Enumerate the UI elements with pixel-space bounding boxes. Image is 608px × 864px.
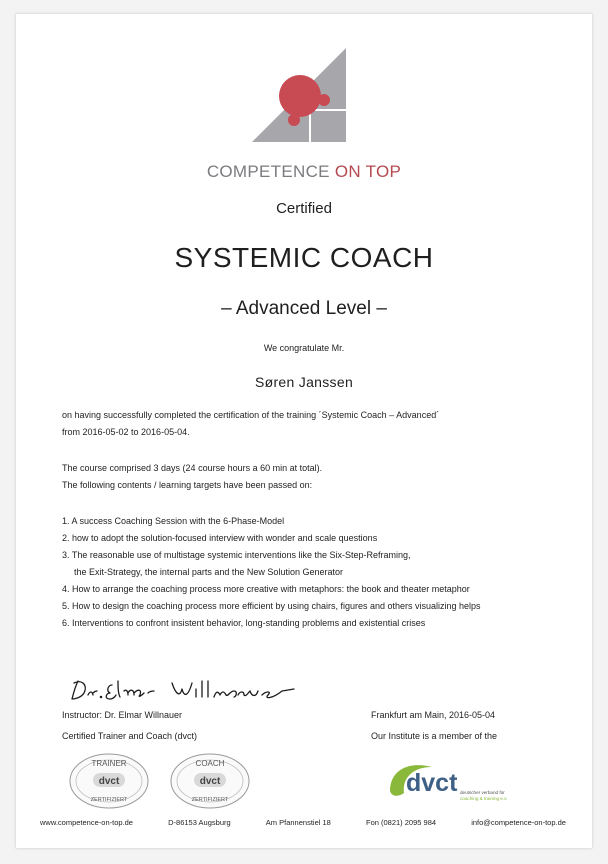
congratulation-text: We congratulate Mr.	[263, 343, 345, 353]
footer-city: D-86153 Augsburg	[168, 818, 231, 827]
completion-paragraph	[62, 407, 439, 441]
completion-line: on having successfully completed the certification of the training ´Systemic Coach – Advanced´	[62, 410, 440, 420]
list-item: 2. how to adopt the solution-focused interview with wonder and scale questions	[62, 533, 378, 543]
dvct-logo-icon	[386, 757, 536, 807]
footer-street: Am Pfannenstiel 18	[265, 818, 331, 827]
dvct-logo-name: dvct	[406, 769, 458, 797]
completion-dates: from 2016-05-02 to 2016-05-04.	[62, 427, 190, 437]
recipient-name: Søren Janssen	[254, 374, 354, 390]
list-item: 5. How to design the coaching process more efficient by using chairs, figures and others visualizing helps	[62, 601, 481, 611]
brand-name	[16, 162, 592, 182]
instructor-title: Certified Trainer and Coach (dvct)	[62, 731, 198, 741]
company-logo-icon	[250, 48, 350, 144]
course-intro: The following contents / learning targets have been passed on:	[62, 480, 313, 490]
list-item: the Exit-Strategy, the internal parts and the New Solution Generator	[74, 567, 343, 577]
certificate-page	[16, 14, 592, 848]
brand-name-part1: COMPETENCE	[206, 162, 335, 181]
dvct-logo-line1: deutscher verband für	[460, 790, 505, 795]
dvct-logo-line2: coaching & training e.v.	[460, 796, 508, 801]
seal-bottom-text: ZERTIFIZIERT	[191, 797, 229, 803]
trainer-seal-icon	[68, 752, 150, 810]
certified-label: Certified	[276, 200, 332, 217]
list-item: 3. The reasonable use of multistage systemic interventions like the Six-Step-Reframing,	[62, 550, 411, 560]
course-paragraph	[62, 460, 322, 494]
seal-center-text: dvct	[199, 776, 221, 787]
certificate-title: SYSTEMIC COACH	[174, 242, 434, 273]
course-duration: The course comprised 3 days (24 course hours a 60 min at total).	[62, 463, 323, 473]
footer-phone: Fon (0821) 2095 984	[365, 818, 437, 827]
footer-website: www.competence-on-top.de	[40, 818, 133, 827]
certificate-level: – Advanced Level –	[221, 298, 387, 319]
coach-seal-icon	[169, 752, 251, 810]
list-item: 4. How to arrange the coaching process more creative with metaphors: the book and theater metaphor	[62, 584, 470, 594]
seal-bottom-text: ZERTIFIZIERT	[90, 797, 128, 803]
footer-email: info@competence-on-top.de	[471, 818, 566, 827]
signature-icon	[68, 677, 300, 703]
footer	[40, 818, 566, 827]
list-item: 1. A success Coaching Session with the 6-Phase-Model	[62, 516, 285, 526]
seal-top-text: TRAINER	[91, 759, 127, 768]
brand-name-part2: ON TOP	[334, 162, 402, 181]
place-date: Frankfurt am Main, 2016-05-04	[371, 710, 496, 720]
seal-center-text: dvct	[98, 776, 120, 787]
instructor-name: Instructor: Dr. Elmar Willnauer	[62, 710, 183, 720]
seal-top-text: COACH	[195, 759, 225, 768]
list-item: 6. Interventions to confront insistent behavior, long-standing problems and existential crises	[62, 618, 426, 628]
membership-text: Our Institute is a member of the	[371, 731, 498, 741]
learning-targets-list	[62, 513, 481, 632]
